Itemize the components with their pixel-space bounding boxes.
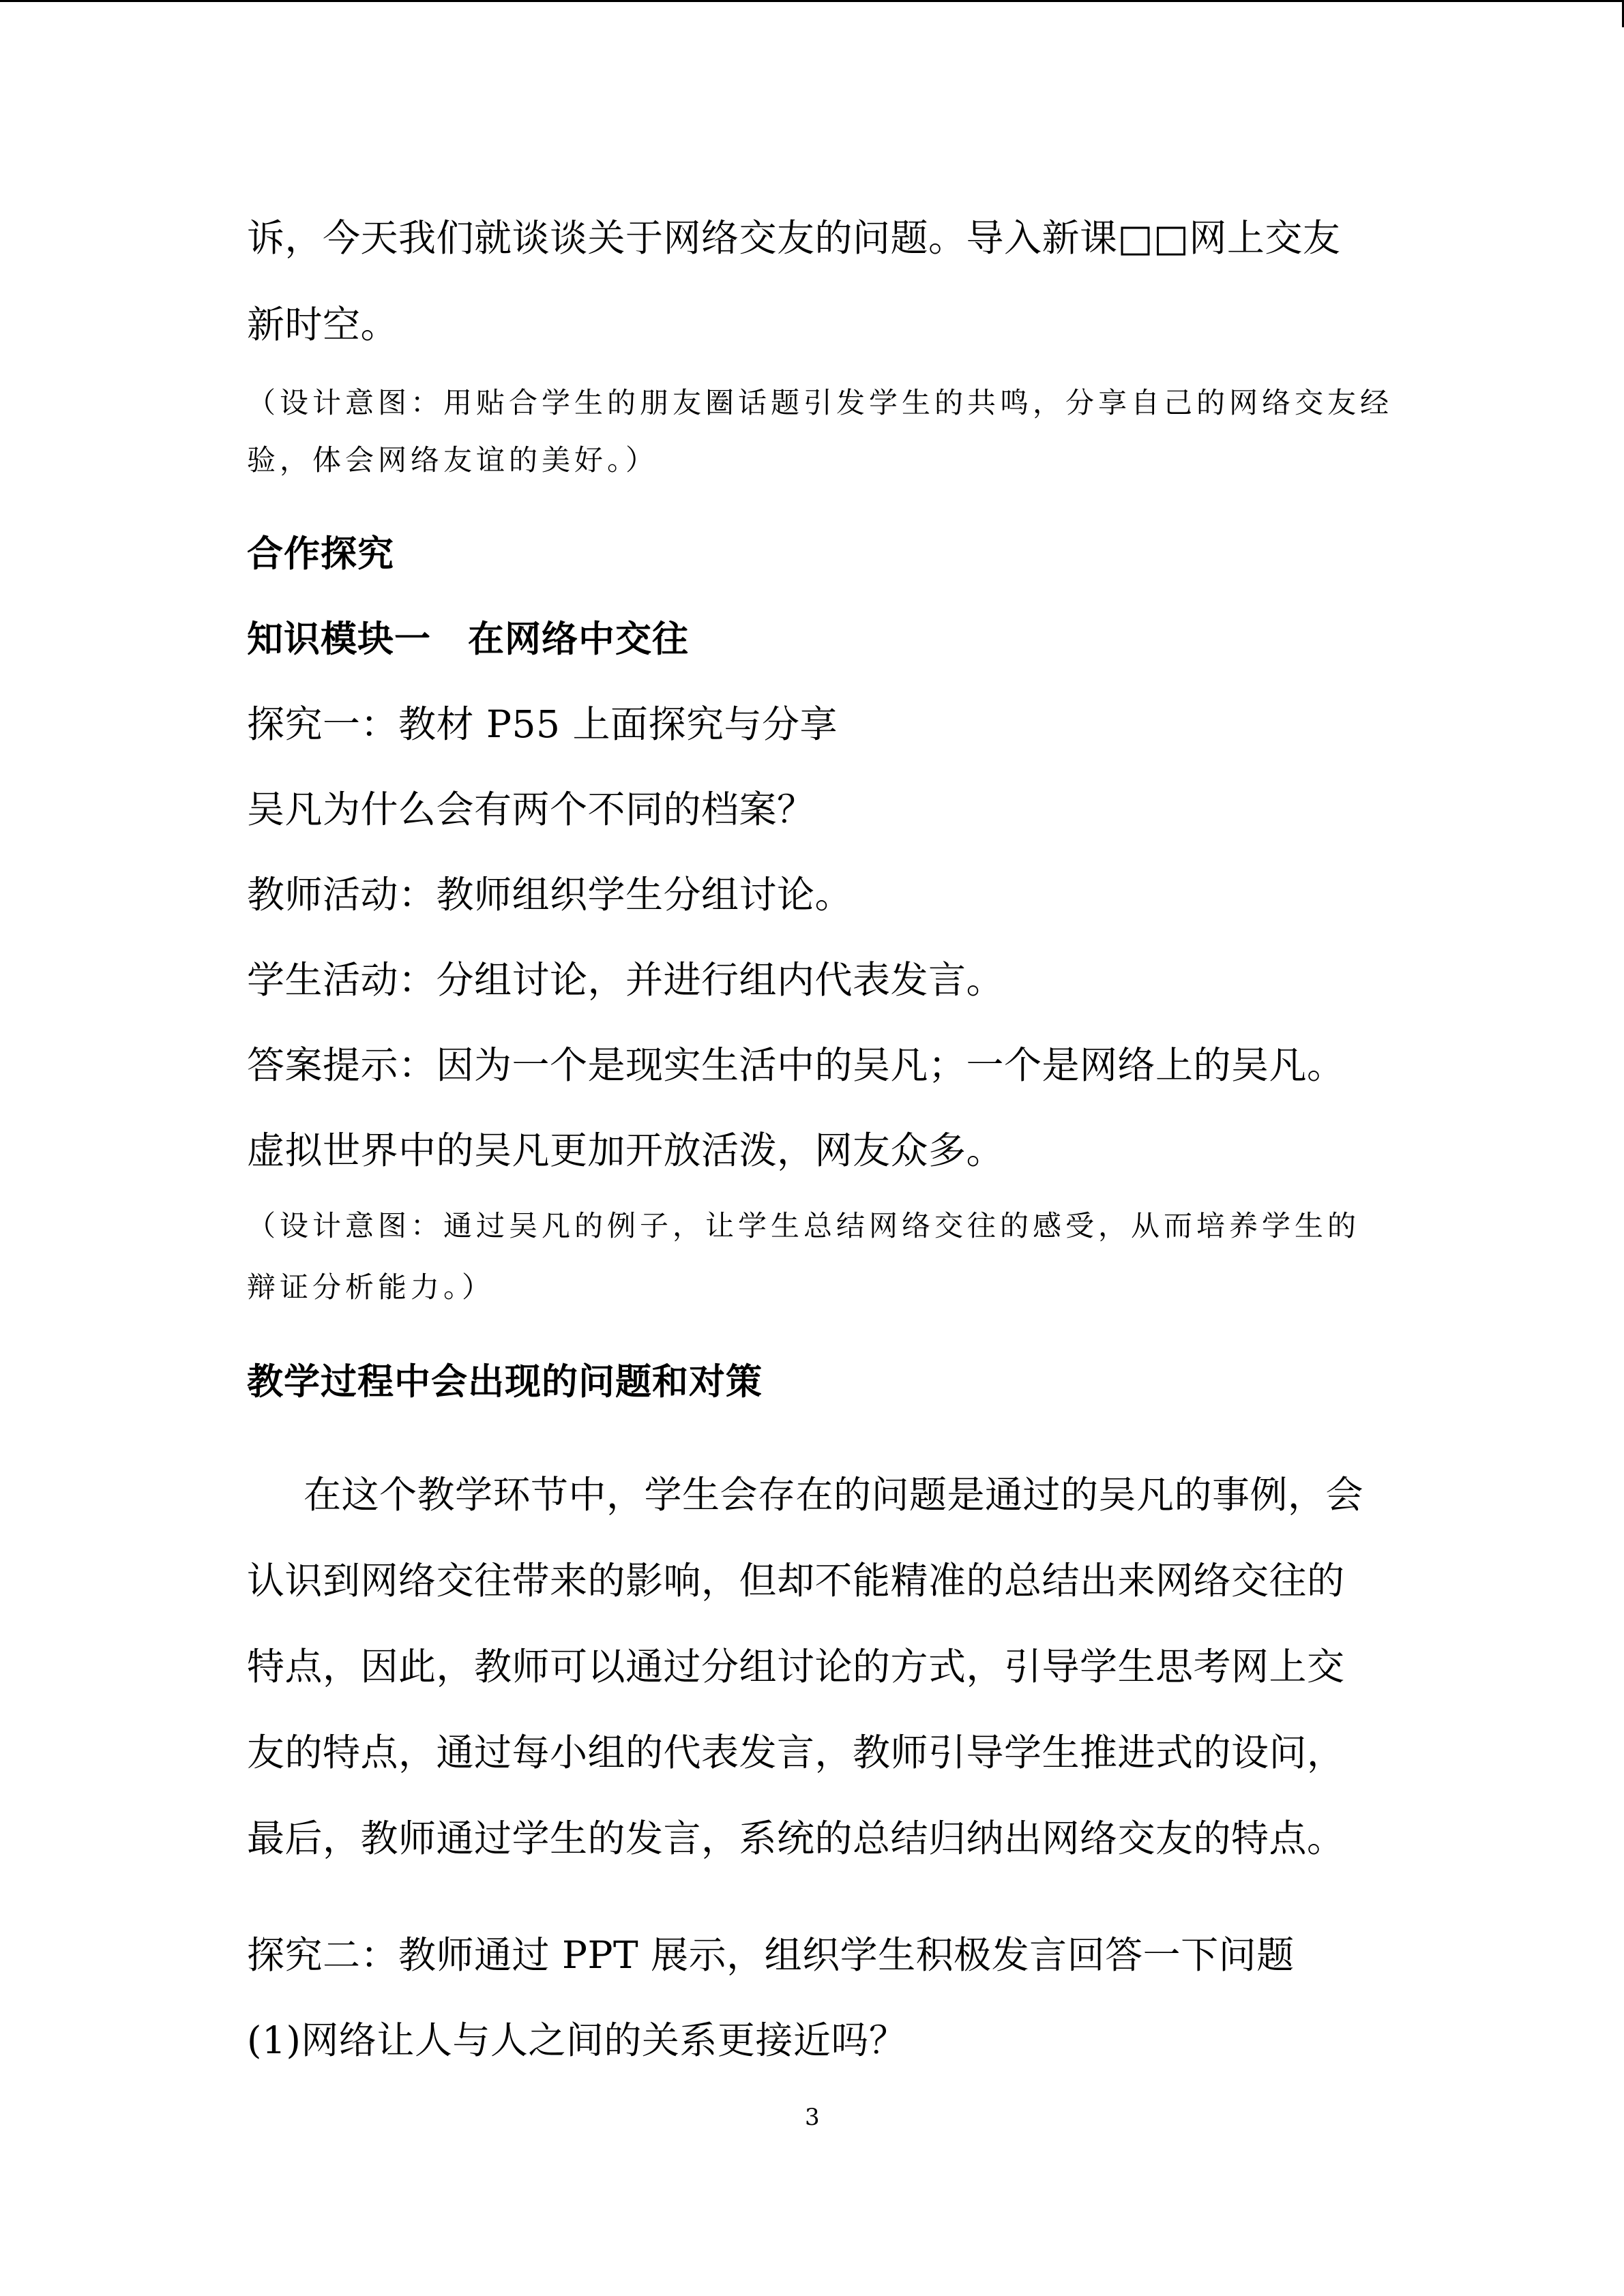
paragraph-line: 探究二：教师通过 PPT 展示，组织学生积极发言回答一下问题 [247,1933,1295,1977]
paragraph-line: 虚拟世界中的吴凡更加开放活泼，网友众多。 [247,1129,1005,1172]
paragraph-line: 学生活动：分组讨论，并进行组内代表发言。 [247,958,1005,1002]
section-heading: 教学过程中会出现的问题和对策 [247,1361,763,1403]
paragraph-line: 特点，因此，教师可以通过分组讨论的方式，引导学生思考网上交 [247,1645,1345,1688]
design-note-line: （设计意图：通过吴凡的例子，让学生总结网络交往的感受，从而培养学生的 [247,1209,1361,1242]
paragraph-line: 最后，教师通过学生的发言，系统的总结归纳出网络交友的特点。 [247,1817,1345,1860]
design-note-line: 验，体会网络友谊的美好。） [247,443,659,477]
page-number: 3 [805,2104,820,2131]
paragraph-line: 吴凡为什么会有两个不同的档案？ [247,788,815,831]
paragraph-line: 答案提示：因为一个是现实生活中的吴凡；一个是网络上的吴凡。 [247,1043,1345,1087]
paragraph-line: 友的特点，通过每小组的代表发言，教师引导学生推进式的设问， [247,1731,1345,1774]
paragraph-line: 在这个教学环节中，学生会存在的问题是通过的吴凡的事例，会 [304,1473,1364,1517]
paragraph-line: 探究一：教材 P55 上面探究与分享 [247,702,838,746]
paragraph-line: 认识到网络交往带来的影响，但却不能精准的总结出来网络交往的 [247,1559,1345,1602]
paragraph-line: 诉，今天我们就谈谈关于网络交友的问题。导入新课□□网上交友 [247,216,1341,260]
design-note-line: 辩证分析能力。） [247,1270,495,1304]
paragraph-line: 教师活动：教师组织学生分组讨论。 [247,873,853,916]
section-heading: 合作探究 [247,533,394,575]
top-border [0,0,1624,2]
paragraph-line: 新时空。 [247,303,399,346]
module-heading: 知识模块一 在网络中交往 [247,618,689,660]
design-note-line: （设计意图：用贴合学生的朋友圈话题引发学生的共鸣，分享自己的网络交友经 [247,386,1393,419]
paragraph-line: (1)网络让人与人之间的关系更接近吗？ [247,2018,907,2062]
